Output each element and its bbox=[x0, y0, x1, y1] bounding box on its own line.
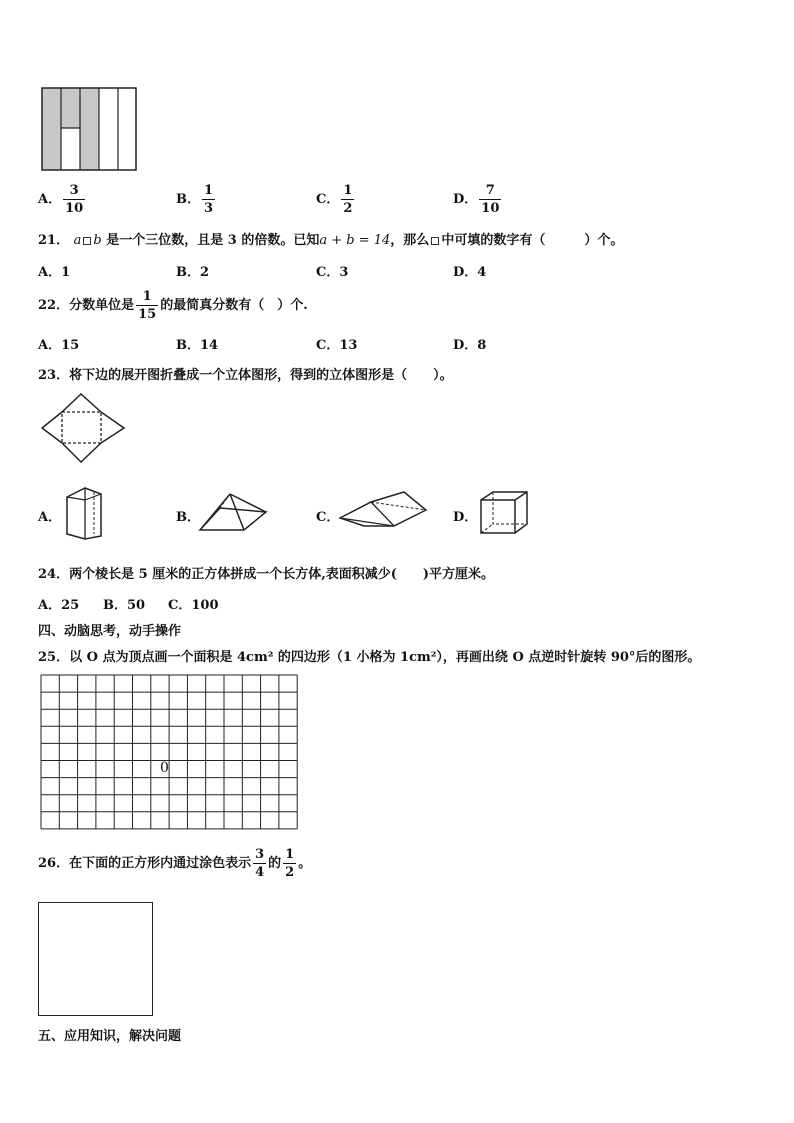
q20-shaded-top bbox=[61, 88, 80, 128]
q20-option-c[interactable]: C． $\frac{1}{2}$ bbox=[316, 183, 353, 216]
q23-option-a[interactable]: A． bbox=[38, 510, 62, 525]
q20-option-b[interactable]: B． $\frac{1}{3}$ bbox=[176, 183, 214, 216]
q20-option-a[interactable]: A． $\frac{3}{10}$ bbox=[38, 183, 84, 216]
q23-pyramid-figure[interactable] bbox=[198, 492, 270, 534]
q20-option-d[interactable]: D． $\frac{7}{10}$ bbox=[453, 183, 500, 216]
section-4-heading: 四、动脑思考，动手操作 bbox=[38, 624, 182, 639]
q21-option-d[interactable]: D．4 bbox=[453, 265, 487, 280]
q26-square[interactable] bbox=[38, 902, 153, 1016]
q21-option-a[interactable]: A．1 bbox=[38, 265, 71, 280]
q23-option-c[interactable]: C． bbox=[316, 510, 340, 525]
q23-net-figure bbox=[40, 392, 126, 464]
q24-option-a[interactable]: A．25 bbox=[38, 598, 80, 613]
q21-option-c[interactable]: C．3 bbox=[316, 265, 349, 280]
q25-grid[interactable] bbox=[40, 674, 300, 831]
q25-stem: 25．以 O 点为顶点画一个面积是 4cm² 的四边形（1 小格为 1cm²），再画出绕 O 点逆时针旋转 90°后的图形。 bbox=[38, 650, 701, 665]
q20-shaded-col3 bbox=[80, 88, 99, 170]
q26-stem: 26．在下面的正方形内通过涂色表示 $\frac{3}{4}$ 的 $\frac{1}{2}$ 。 bbox=[38, 847, 312, 880]
section-5-heading: 五、应用知识，解决问题 bbox=[38, 1029, 182, 1044]
q23-option-b[interactable]: B． bbox=[176, 510, 200, 525]
q24-stem: 24．两个棱长是 5 厘米的正方体拼成一个长方体,表面积减少( )平方厘米。 bbox=[38, 567, 495, 582]
q23-cube-figure[interactable] bbox=[478, 490, 530, 536]
q20-shaded-col1 bbox=[42, 88, 61, 170]
blank-square-icon bbox=[83, 237, 91, 245]
q25-point-o-label: 0 bbox=[160, 760, 169, 776]
q21-stem: 21． a b 是一个三位数，且是 3 的倍数。已知a + b = 14，那么 中可填的数字有（ ）个。 bbox=[38, 233, 624, 248]
q24-option-b[interactable]: B．50 bbox=[103, 598, 146, 613]
q23-triangular-prism-figure[interactable] bbox=[64, 484, 106, 542]
q22-option-a[interactable]: A．15 bbox=[38, 338, 80, 353]
q24-option-c[interactable]: C．100 bbox=[168, 598, 219, 613]
q21-option-b[interactable]: B．2 bbox=[176, 265, 210, 280]
q22-option-c[interactable]: C．13 bbox=[316, 338, 358, 353]
q22-option-d[interactable]: D．8 bbox=[453, 338, 487, 353]
blank-square-icon bbox=[431, 237, 439, 245]
q23-option-d[interactable]: D． bbox=[453, 510, 478, 525]
q22-stem: 22．分数单位是 $\frac{1}{15}$ 的最简真分数有（ ）个. bbox=[38, 289, 308, 322]
q23-lying-prism-figure[interactable] bbox=[338, 490, 430, 530]
q22-option-b[interactable]: B．14 bbox=[176, 338, 219, 353]
q20-figure bbox=[40, 86, 138, 172]
q23-stem: 23．将下边的展开图折叠成一个立体图形，得到的立体图形是（ ）。 bbox=[38, 368, 453, 383]
